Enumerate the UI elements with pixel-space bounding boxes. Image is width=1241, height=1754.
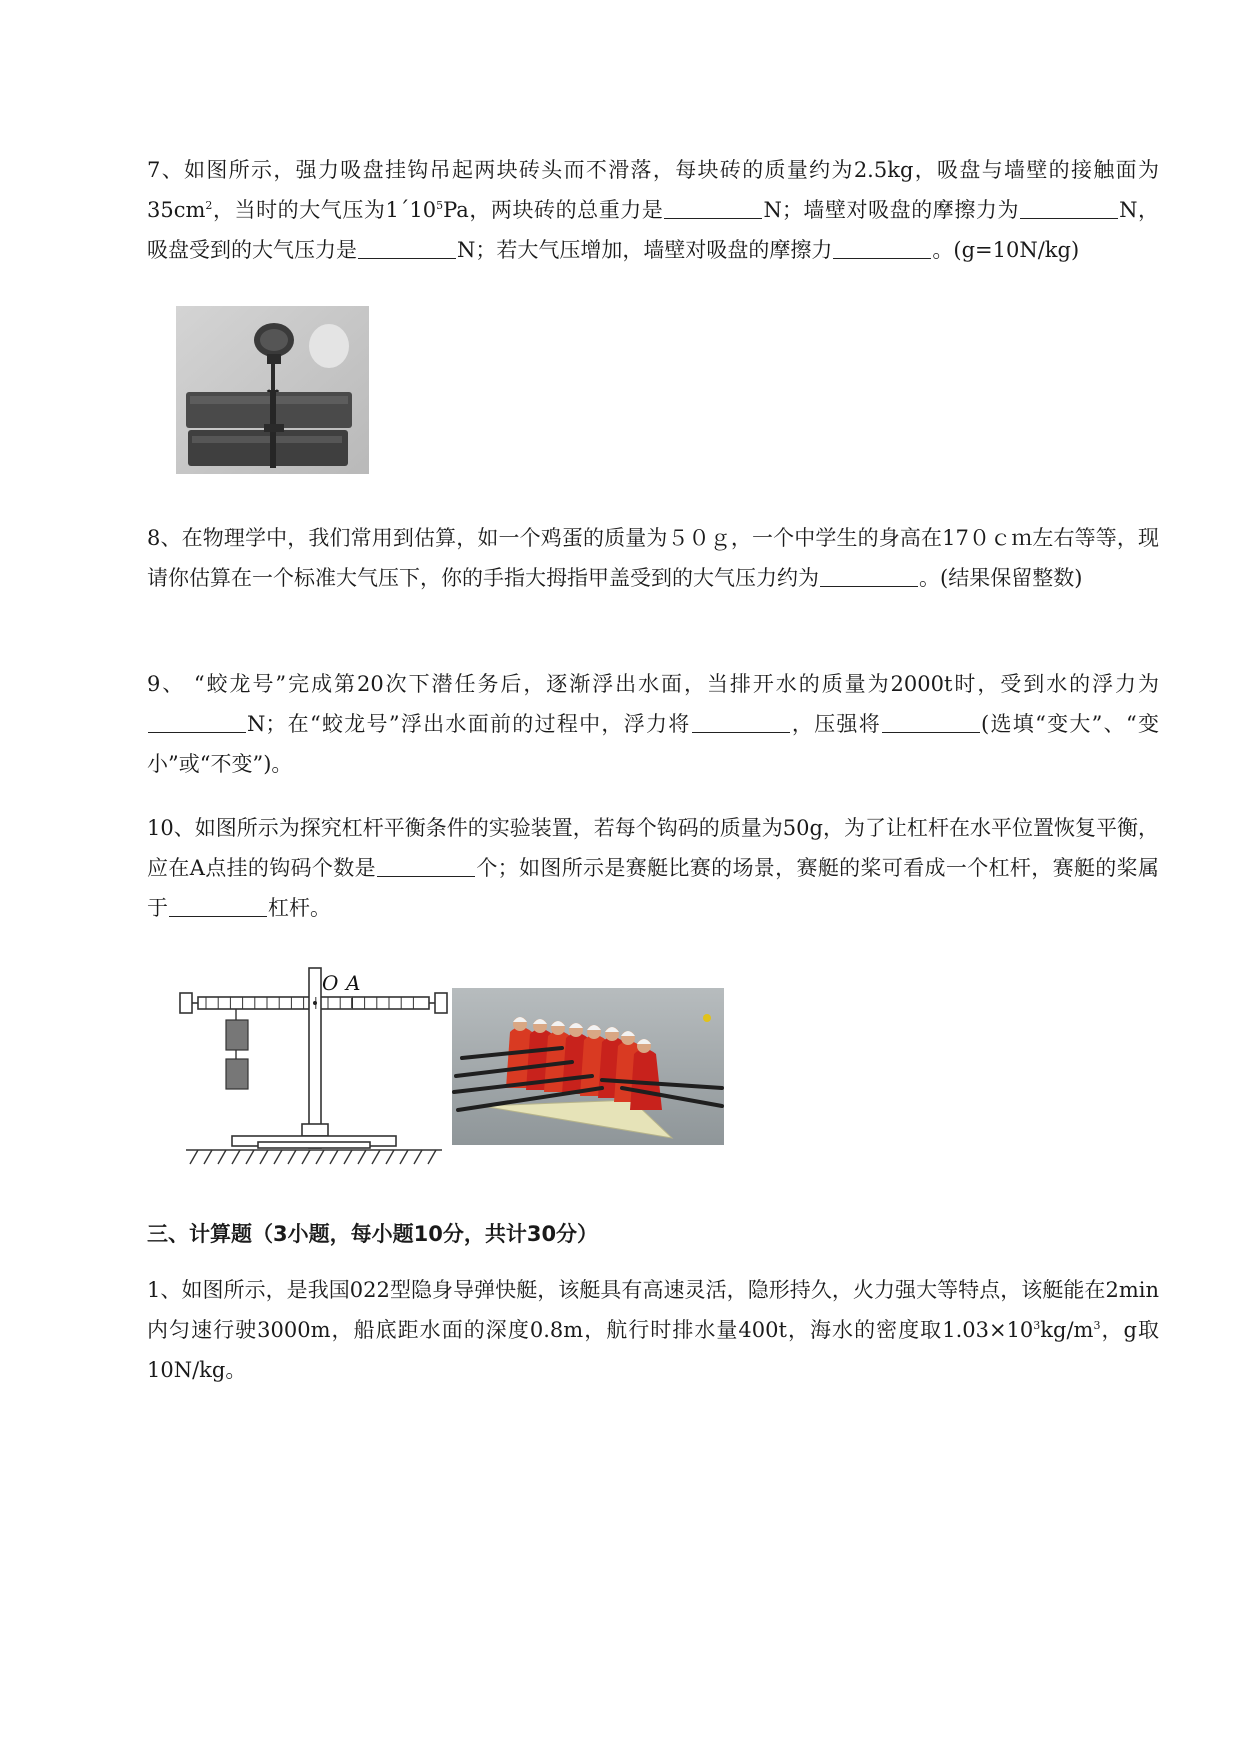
- answer-blank[interactable]: [1020, 198, 1118, 219]
- answer-blank[interactable]: [358, 238, 456, 259]
- label-a: A: [346, 971, 361, 995]
- answer-blank[interactable]: [833, 238, 931, 259]
- answer-blank[interactable]: [664, 198, 762, 219]
- question-9: 9、 “蛟龙号”完成第20次下潜任务后，逐渐浮出水面，当排开水的质量为2000t时，受到水的浮力为N；在“蛟龙号”浮出水面前的过程中，浮力将 ，压强将 (选填“变大”、“变小”或“不变”)。: [147, 672, 1159, 776]
- answer-blank[interactable]: [882, 712, 980, 733]
- section-heading: 三、计算题（3小题，每小题10分，共计30分）: [147, 1222, 599, 1246]
- answer-blank[interactable]: [169, 896, 267, 917]
- calc-question-1: 1、如图所示，是我国022型隐身导弹快艇，该艇具有高速灵活，隐形持久，火力强大等特点，该艇能在2min内匀速行驶3000m，船底距水面的深度0.8m，航行时排水量400t，海水的密度取$1.03\times 10^3kg/m^3$，g取10N/kg。: [147, 1278, 1159, 1382]
- answer-blank[interactable]: [377, 856, 475, 877]
- lever-diagram: [176, 964, 452, 1166]
- label-o: O: [322, 971, 339, 995]
- question-8: 8、在物理学中，我们常用到估算，如一个鸡蛋的质量为５０ｇ，一个中学生的身高在17０ｃｍ左右等等，现请你估算在一个标准大气压下，你的手指大拇指甲盖受到的大气压力约为 。(结果保留整数): [147, 526, 1159, 590]
- answer-blank[interactable]: [820, 566, 918, 587]
- rowing-photo: [452, 988, 724, 1145]
- answer-blank[interactable]: [692, 712, 790, 733]
- question-7: 7、如图所示，强力吸盘挂钩吊起两块砖头而不滑落，每块砖的质量约为2.5kg，吸盘与墙壁的接触面为$35cm^2$，当时的大气压为$1´10^5Pa$，两块砖的总重力是 N；墙壁对吸盘的摩擦力为 N，吸盘受到的大气压力是 N；若大气压增加，墙壁对吸盘的摩擦力 。(g=10N/kg): [147, 158, 1160, 262]
- answer-blank[interactable]: [148, 712, 246, 733]
- question-10: 10、如图所示为探究杠杆平衡条件的实验装置，若每个钩码的质量为50g，为了让杠杆在水平位置恢复平衡，应在A点挂的钩码个数是 个；如图所示是赛艇比赛的场景，赛艇的桨可看成一个杠杆，赛艇的桨属于 杠杆。: [147, 816, 1160, 920]
- suction-hook-photo: [176, 306, 369, 474]
